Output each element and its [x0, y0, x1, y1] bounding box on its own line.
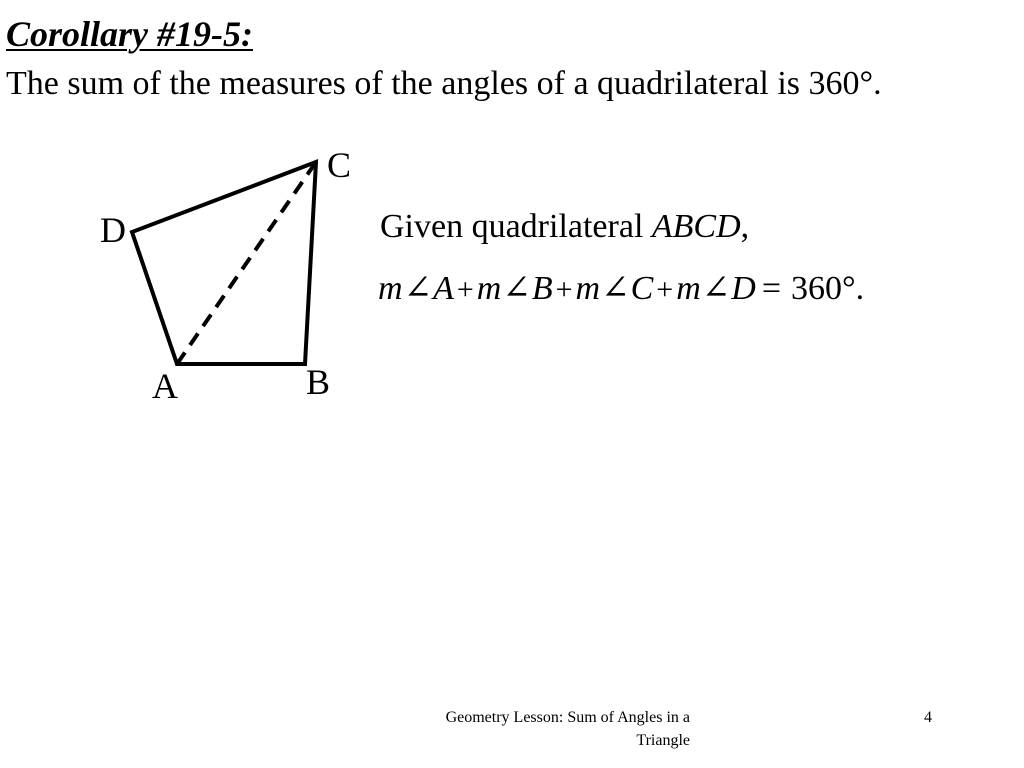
vertex-label-d: D [100, 210, 126, 250]
measure-b [477, 270, 553, 307]
plus-sign: + [555, 273, 573, 306]
given-suffix: , [740, 208, 750, 245]
plus-sign: + [456, 273, 474, 306]
slide-title: Corollary #19-5: [6, 14, 253, 54]
footer-lesson-title: Geometry Lesson: Sum of Angles in a Triangle [445, 709, 690, 749]
angle-vertex-b: B [531, 270, 553, 307]
angle-icon: ∠ [701, 270, 731, 307]
measure-a [378, 270, 454, 307]
angle-vertex-a: A [433, 270, 454, 307]
equals-sign: = [761, 270, 782, 307]
footer-page-number: 4 [924, 709, 932, 726]
measure-symbol: m [676, 270, 701, 307]
angle-icon: ∠ [601, 270, 630, 307]
angle-sum-result: 360°. [791, 270, 865, 307]
vertex-label-a: A [152, 366, 178, 406]
given-prefix: Given quadrilateral [380, 208, 652, 245]
quadrilateral-abcd [132, 162, 316, 364]
measure-d [676, 270, 756, 307]
given-quadrilateral-name: ABCD [651, 208, 741, 245]
plus-sign: + [656, 273, 674, 306]
diagonal-ac [177, 162, 316, 364]
angle-vertex-d: D [731, 270, 756, 307]
angle-icon: ∠ [502, 270, 531, 307]
angle-icon: ∠ [403, 270, 433, 307]
vertex-label-b: B [306, 362, 331, 402]
measure-symbol: m [575, 270, 601, 307]
angle-vertex-c: C [630, 270, 654, 307]
angle-sum-equation [378, 268, 864, 311]
vertex-label-c: C [327, 145, 352, 185]
measure-symbol: m [476, 270, 502, 307]
corollary-statement: The sum of the measures of the angles of a quadrilateral is 360°. [6, 65, 882, 102]
measure-symbol: m [378, 270, 403, 307]
measure-c [576, 270, 654, 307]
given-statement [380, 206, 749, 248]
